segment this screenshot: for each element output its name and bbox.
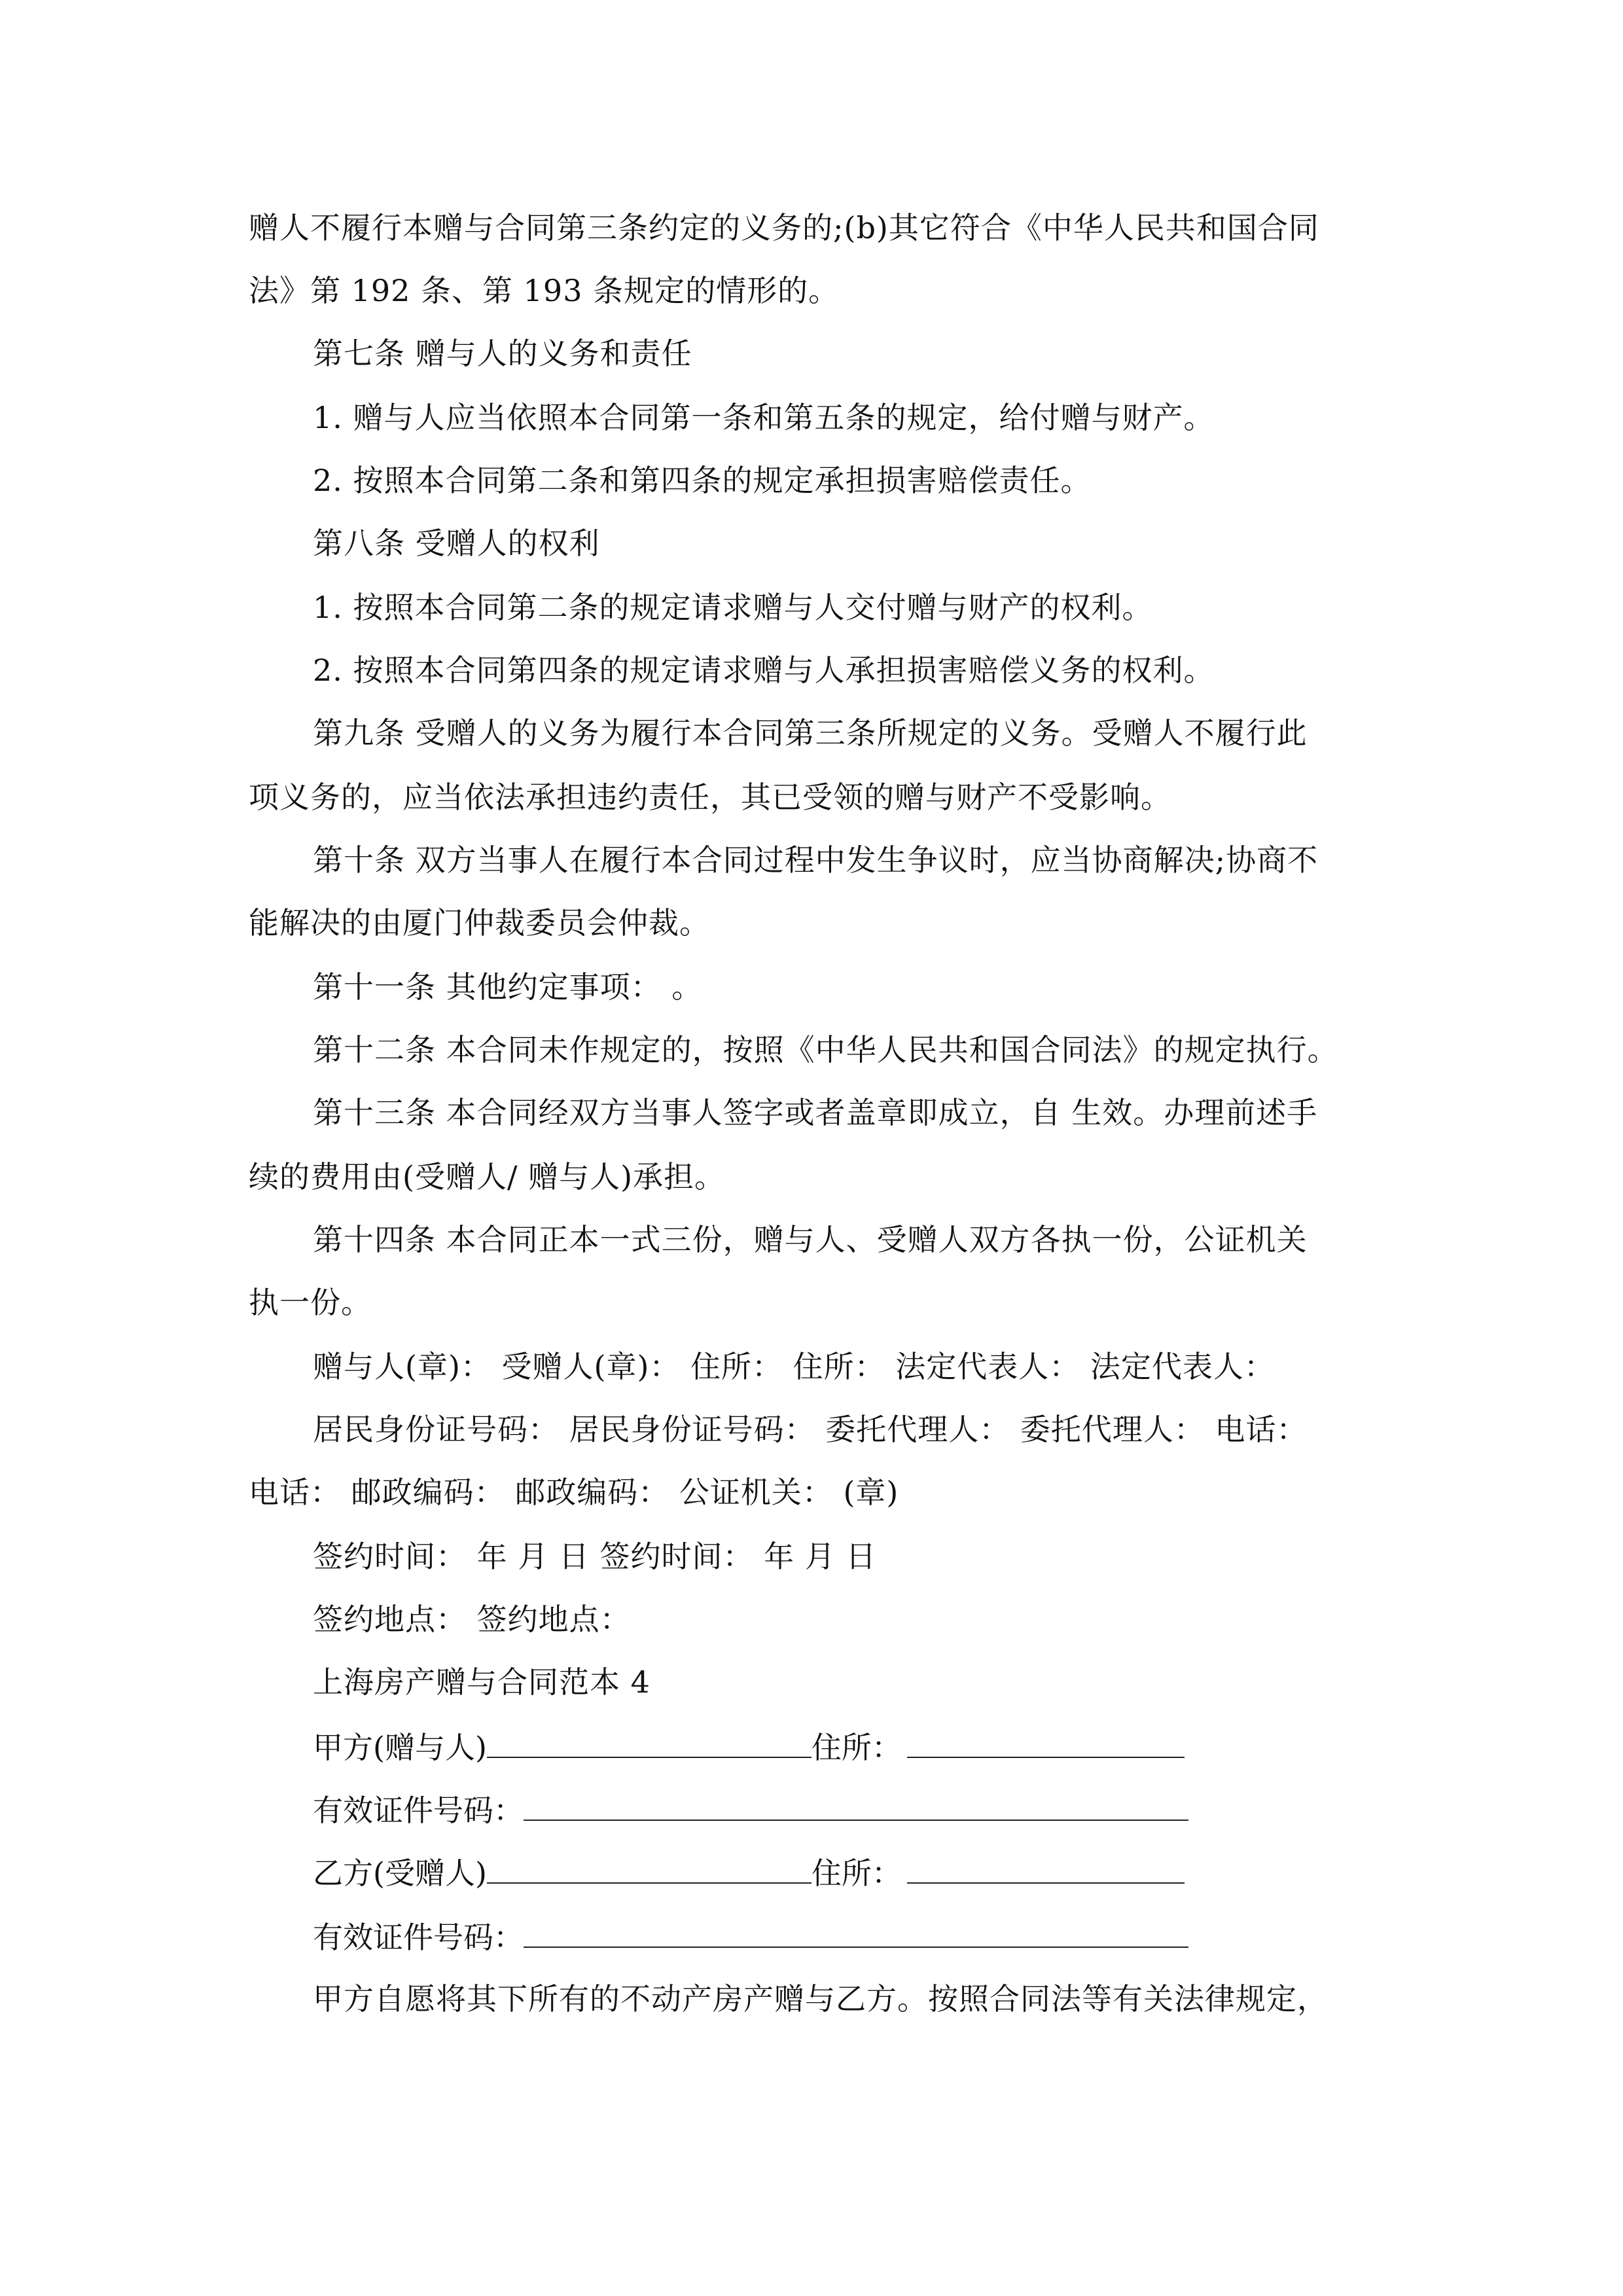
article-11: 第十一条 其他约定事项： 。 [313, 969, 703, 1005]
signing-date-line: 签约时间： 年 月 日 签约时间： 年 月 日 [313, 1539, 877, 1574]
signature-id-line: 居民身份证号码： 居民身份证号码： 委托代理人： 委托代理人： 电话： [313, 1412, 1308, 1447]
signature-parties-line: 赠与人(章)： 受赠人(章)： 住所： 住所： 法定代表人： 法定代表人： [313, 1349, 1275, 1384]
article-7-item-2: 2. 按照本合同第二条和第四条的规定承担损害赔偿责任。 [313, 463, 1092, 498]
article-10-line-2: 能解决的由厦门仲裁委员会仲裁。 [249, 905, 710, 941]
contract-template-4-title: 上海房产赠与合同范本 4 [313, 1664, 651, 1700]
party-b-id-row [313, 1916, 1188, 1957]
article-7-item-1: 1. 赠与人应当依照本合同第一条和第五条的规定，给付赠与财产。 [313, 400, 1215, 435]
party-b-name-blank[interactable] [487, 1852, 812, 1884]
party-b-row [313, 1852, 1185, 1893]
article-13-line-1: 第十三条 本合同经双方当事人签字或者盖章即成立，自 生效。办理前述手 [313, 1095, 1318, 1130]
article-14-line-1: 第十四条 本合同正本一式三份，赠与人、受赠人双方各执一份，公证机关 [313, 1222, 1308, 1257]
article-8-item-1: 1. 按照本合同第二条的规定请求赠与人交付赠与财产的权利。 [313, 590, 1153, 625]
article-9-line-2: 项义务的，应当依法承担违约责任，其已受领的赠与财产不受影响。 [249, 780, 1171, 815]
article-8-heading: 第八条 受赠人的权利 [313, 526, 600, 561]
article-8-item-2: 2. 按照本合同第四条的规定请求赠与人承担损害赔偿义务的权利。 [313, 653, 1215, 688]
paragraph-line-2: 法》第 192 条、第 193 条规定的情形的。 [249, 273, 840, 308]
party-a-id-blank[interactable] [524, 1789, 1188, 1821]
article-10-line-1: 第十条 双方当事人在履行本合同过程中发生争议时，应当协商解决;协商不 [313, 842, 1319, 878]
party-b-residence-label: 住所： [811, 1856, 902, 1891]
article-9-line-1: 第九条 受赠人的义务为履行本合同第三条所规定的义务。受赠人不履行此 [313, 715, 1308, 751]
party-a-id-row [313, 1789, 1188, 1830]
party-b-id-label: 有效证件号码： [313, 1920, 524, 1955]
paragraph-line-1: 赠人不履行本赠与合同第三条约定的义务的;(b)其它符合《中华人民共和国合同 [249, 210, 1319, 245]
party-b-label: 乙方(受赠人) [313, 1856, 487, 1891]
article-12: 第十二条 本合同未作规定的，按照《中华人民共和国合同法》的规定执行。 [313, 1032, 1338, 1067]
party-a-row [313, 1727, 1185, 1767]
party-b-residence-blank[interactable] [907, 1852, 1185, 1884]
party-a-label: 甲方(赠与人) [313, 1730, 487, 1765]
party-a-id-label: 有效证件号码： [313, 1793, 524, 1828]
party-a-residence-blank[interactable] [907, 1727, 1185, 1758]
signing-place-line: 签约地点： 签约地点： [313, 1602, 631, 1637]
article-14-line-2: 执一份。 [249, 1285, 372, 1320]
party-a-residence-label: 住所： [811, 1730, 902, 1765]
article-13-line-2: 续的费用由(受赠人/ 赠与人)承担。 [249, 1159, 726, 1194]
party-b-id-blank[interactable] [524, 1916, 1188, 1948]
party-a-name-blank[interactable] [487, 1727, 812, 1758]
article-7-heading: 第七条 赠与人的义务和责任 [313, 336, 692, 371]
signature-contact-line: 电话： 邮政编码： 邮政编码： 公证机关： (章) [249, 1475, 899, 1510]
closing-paragraph: 甲方自愿将其下所有的不动产房产赠与乙方。按照合同法等有关法律规定， [313, 1981, 1328, 2017]
